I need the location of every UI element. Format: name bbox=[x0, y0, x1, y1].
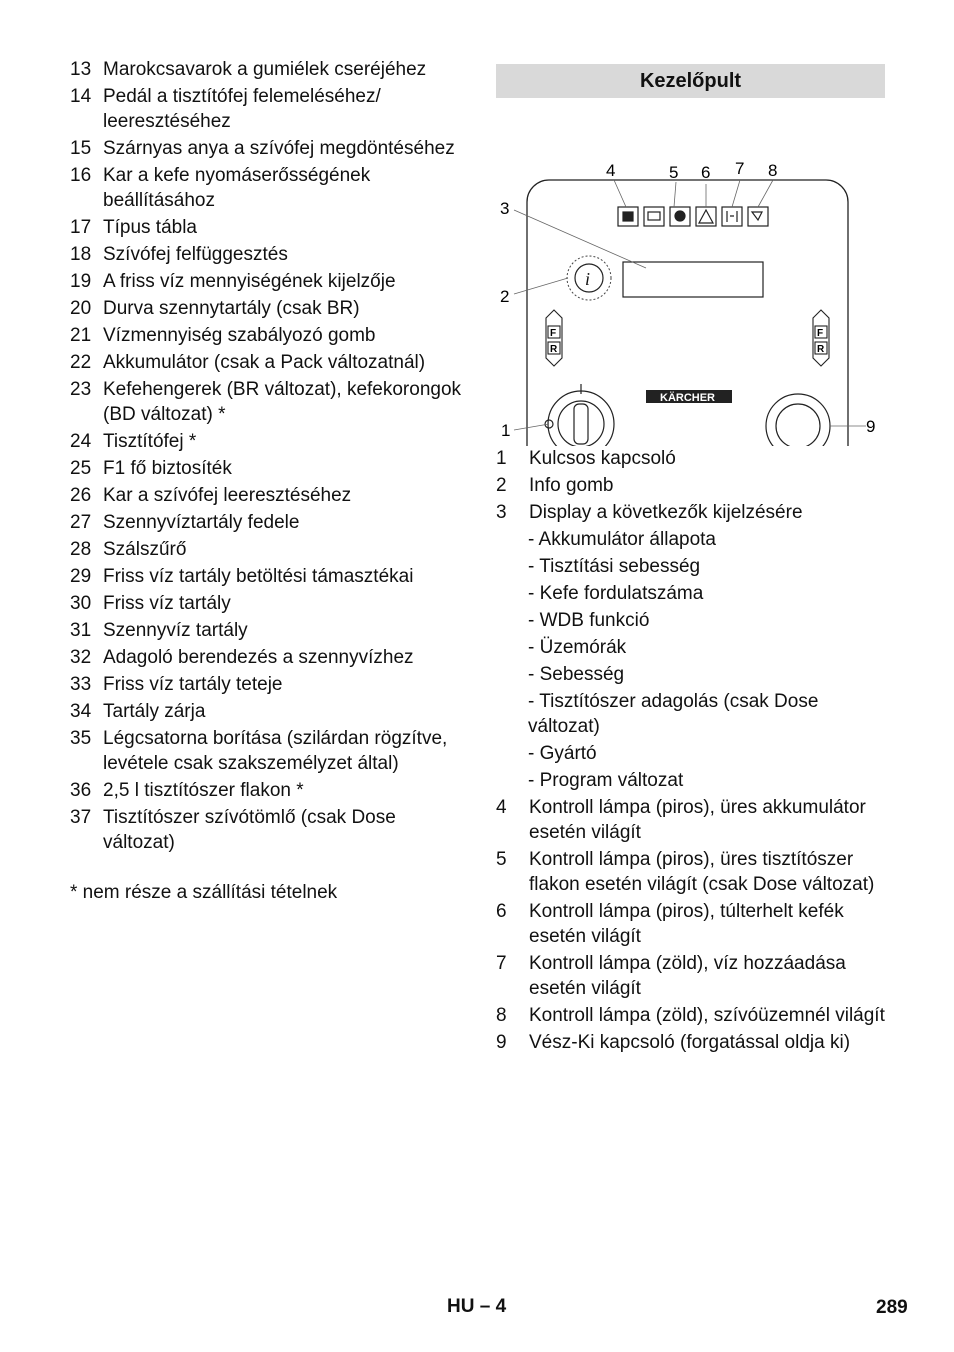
legend-item bbox=[496, 500, 885, 525]
item-text: Szennyvíz tartály bbox=[103, 620, 248, 641]
item-number: 26 bbox=[70, 485, 92, 506]
item-number: 29 bbox=[70, 566, 92, 587]
item-number: 23 bbox=[70, 379, 92, 400]
list-item bbox=[70, 163, 465, 213]
legend-subitem: - Program változat bbox=[528, 770, 684, 791]
item-number: 14 bbox=[70, 86, 92, 107]
item-text: Akkumulátor (csak a Pack változatnál) bbox=[103, 352, 426, 373]
legend-item bbox=[496, 1003, 885, 1028]
list-item bbox=[70, 57, 465, 82]
legend-item bbox=[496, 899, 885, 949]
list-item bbox=[70, 564, 465, 589]
legend-subitem: - Üzemórák bbox=[528, 637, 627, 658]
item-text: Tisztítófej * bbox=[103, 431, 197, 452]
item-text: A friss víz mennyiségének kijelzője bbox=[103, 271, 396, 292]
list-item bbox=[70, 429, 465, 454]
item-text: 2,5 l tisztítószer flakon * bbox=[103, 780, 304, 801]
list-item bbox=[70, 84, 465, 134]
item-number: 25 bbox=[70, 458, 92, 479]
callout-4: 4 bbox=[606, 161, 616, 180]
item-number: 30 bbox=[70, 593, 92, 614]
list-item bbox=[70, 699, 465, 724]
brand-logo-text: KÄRCHER bbox=[660, 392, 715, 404]
list-item bbox=[70, 591, 465, 616]
key-switch bbox=[545, 384, 614, 446]
item-text: Szívófej felfüggesztés bbox=[103, 244, 288, 265]
list-item bbox=[70, 456, 465, 481]
item-number: 20 bbox=[70, 298, 92, 319]
item-number: 24 bbox=[70, 431, 92, 452]
list-item bbox=[70, 672, 465, 697]
legend-subitem: - Sebesség bbox=[528, 664, 625, 685]
item-text: Típus tábla bbox=[103, 217, 197, 238]
item-number: 33 bbox=[70, 674, 92, 695]
legend-number: 7 bbox=[496, 953, 507, 974]
legend-text: Display a következők kijelzésére bbox=[529, 502, 803, 523]
legend-number: 4 bbox=[496, 797, 507, 818]
legend-number: 1 bbox=[496, 448, 507, 469]
callout-8: 8 bbox=[768, 161, 778, 180]
legend-item bbox=[496, 1030, 885, 1055]
panel-legend bbox=[496, 446, 885, 1055]
list-item bbox=[70, 377, 465, 427]
item-text: Szálszűrő bbox=[103, 539, 187, 560]
item-number: 21 bbox=[70, 325, 92, 346]
legend-text: Kontroll lámpa (piros), üres tisztítószer flakon esetén világít (csak Dose változat) bbox=[529, 849, 875, 895]
legend-subitem: - Gyártó bbox=[528, 743, 597, 764]
item-text: Pedál a tisztítófej felemeléséhez/ leeresztéséhez bbox=[103, 86, 381, 132]
detergent-lamp-icon bbox=[644, 207, 664, 226]
item-number: 27 bbox=[70, 512, 92, 533]
item-number: 31 bbox=[70, 620, 92, 641]
item-text: Kefehengerek (BR változat), kefekorongok (BD változat) * bbox=[103, 379, 462, 425]
reverse-label-left: R bbox=[550, 344, 558, 355]
callout-1: 1 bbox=[501, 421, 511, 440]
page-number: 289 bbox=[876, 1297, 908, 1318]
item-text: Friss víz tartály bbox=[103, 593, 231, 614]
callout-2: 2 bbox=[500, 287, 510, 306]
list-item bbox=[70, 136, 465, 161]
legend-text: Kontroll lámpa (zöld), szívóüzemnél világít bbox=[529, 1005, 885, 1026]
right-column bbox=[496, 64, 885, 1057]
list-item bbox=[70, 269, 465, 294]
forward-label-left: F bbox=[550, 328, 557, 339]
item-number: 19 bbox=[70, 271, 92, 292]
footer-language: HU – 4 bbox=[447, 1296, 507, 1317]
callout-6: 6 bbox=[701, 163, 711, 182]
item-number: 35 bbox=[70, 728, 92, 749]
list-item bbox=[70, 483, 465, 508]
legend-text: Info gomb bbox=[529, 475, 614, 496]
legend-subitem: - Akkumulátor állapota bbox=[528, 529, 716, 550]
list-item bbox=[70, 296, 465, 321]
item-number: 32 bbox=[70, 647, 92, 668]
item-text: Tartály zárja bbox=[103, 701, 206, 722]
list-item bbox=[70, 805, 465, 855]
list-item bbox=[70, 618, 465, 643]
legend-subitem: - Tisztítási sebesség bbox=[528, 556, 701, 577]
legend-item bbox=[496, 847, 885, 897]
legend-number: 5 bbox=[496, 849, 507, 870]
item-number: 37 bbox=[70, 807, 92, 828]
item-text: Légcsatorna borítása (szilárdan rögzítve, levétele csak szakszemélyzet által) bbox=[103, 728, 448, 774]
callout-9: 9 bbox=[866, 417, 876, 436]
item-number: 18 bbox=[70, 244, 92, 265]
control-panel-figure bbox=[496, 106, 885, 446]
item-text: Szárnyas anya a szívófej megdöntéséhez bbox=[103, 138, 455, 159]
item-text: Marokcsavarok a gumiélek cseréjéhez bbox=[103, 59, 427, 80]
item-number: 36 bbox=[70, 780, 92, 801]
list-item bbox=[70, 350, 465, 375]
forward-label-right: F bbox=[817, 328, 824, 339]
indicator-lamps bbox=[618, 207, 768, 226]
item-number: 16 bbox=[70, 165, 92, 186]
legend-item bbox=[496, 473, 885, 498]
list-item bbox=[70, 726, 465, 776]
list-item bbox=[70, 242, 465, 267]
list-item bbox=[70, 510, 465, 535]
list-item bbox=[70, 778, 465, 803]
list-item bbox=[70, 537, 465, 562]
item-number: 28 bbox=[70, 539, 92, 560]
info-icon: i bbox=[585, 269, 591, 289]
legend-item bbox=[496, 446, 885, 471]
item-text: Friss víz tartály teteje bbox=[103, 674, 283, 695]
item-text: F1 fő biztosíték bbox=[103, 458, 232, 479]
item-text: Tisztítószer szívótömlő (csak Dose változat) bbox=[103, 807, 396, 853]
footnote: * nem része a szállítási tételnek bbox=[70, 882, 338, 903]
item-text: Szennyvíztartály fedele bbox=[103, 512, 300, 533]
legend-number: 6 bbox=[496, 901, 507, 922]
item-number: 15 bbox=[70, 138, 92, 159]
legend-item bbox=[496, 951, 885, 1001]
legend-text: Vész-Ki kapcsoló (forgatással oldja ki) bbox=[529, 1032, 851, 1053]
item-text: Kar a kefe nyomáserősségének beállításához bbox=[103, 165, 371, 211]
list-item bbox=[70, 645, 465, 670]
list-item bbox=[70, 215, 465, 240]
suction-lamp-icon bbox=[748, 207, 768, 226]
reverse-label-right: R bbox=[817, 344, 825, 355]
item-text: Adagoló berendezés a szennyvízhez bbox=[103, 647, 414, 668]
control-panel-drawing bbox=[496, 106, 885, 446]
legend-subitem: - Kefe fordulatszáma bbox=[528, 583, 704, 604]
legend-text: Kontroll lámpa (piros), túlterhelt kefék esetén világít bbox=[529, 901, 844, 947]
item-text: Vízmennyiség szabályozó gomb bbox=[103, 325, 376, 346]
legend-number: 3 bbox=[496, 502, 507, 523]
legend-number: 8 bbox=[496, 1005, 507, 1026]
callout-7: 7 bbox=[735, 159, 745, 178]
left-column bbox=[70, 57, 465, 905]
legend-text: Kulcsos kapcsoló bbox=[529, 448, 676, 469]
item-text: Kar a szívófej leeresztéséhez bbox=[103, 485, 352, 506]
item-number: 13 bbox=[70, 59, 92, 80]
emergency-stop bbox=[766, 394, 830, 446]
item-number: 34 bbox=[70, 701, 92, 722]
item-text: Friss víz tartály betöltési támasztékai bbox=[103, 566, 414, 587]
legend-text: Kontroll lámpa (zöld), víz hozzáadása esetén világít bbox=[529, 953, 846, 999]
callout-5: 5 bbox=[669, 163, 679, 182]
item-number: 17 bbox=[70, 217, 92, 238]
item-number: 22 bbox=[70, 352, 92, 373]
list-item bbox=[70, 323, 465, 348]
item-text: Durva szennytartály (csak BR) bbox=[103, 298, 360, 319]
section-heading: Kezelőpult bbox=[496, 64, 885, 98]
legend-item bbox=[496, 795, 885, 845]
legend-subitem: - Tisztítószer adagolás (csak Dose változat) bbox=[528, 691, 819, 737]
legend-number: 9 bbox=[496, 1032, 507, 1053]
callout-3: 3 bbox=[500, 199, 510, 218]
legend-number: 2 bbox=[496, 475, 507, 496]
legend-text: Kontroll lámpa (piros), üres akkumulátor esetén világít bbox=[529, 797, 866, 843]
legend-subitem: - WDB funkció bbox=[528, 610, 650, 631]
